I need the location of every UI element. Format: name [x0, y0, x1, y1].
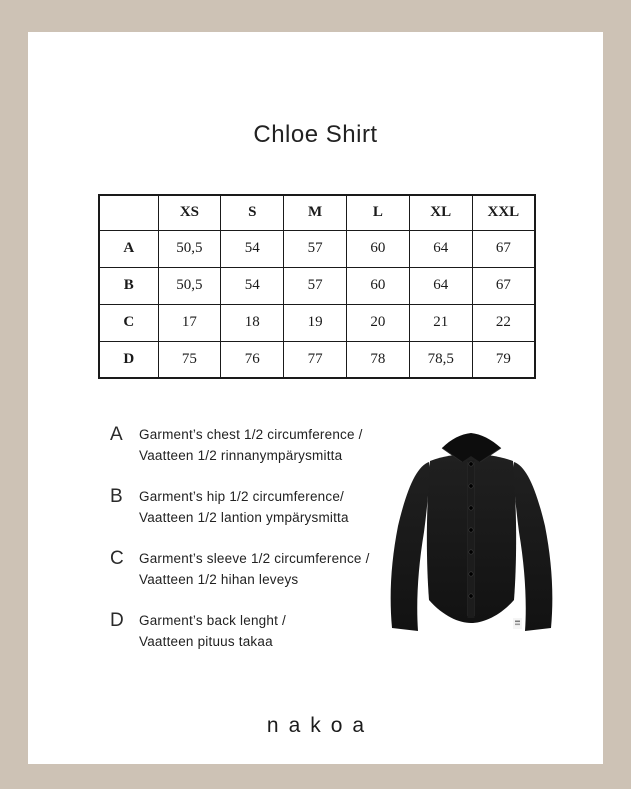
legend-item-b — [110, 486, 390, 528]
legend-description — [139, 610, 286, 652]
measurement-cell: 60 — [346, 267, 409, 304]
legend-letter: A — [110, 424, 123, 445]
measurement-cell: 18 — [221, 304, 284, 341]
size-column-header: XXL — [472, 195, 535, 230]
cuff-tag — [513, 618, 522, 629]
row-label: B — [99, 267, 158, 304]
legend-item-a — [110, 424, 390, 466]
shirt-right-sleeve — [513, 462, 552, 631]
table-row — [99, 304, 535, 341]
page-title: Chloe Shirt — [253, 121, 378, 148]
size-column-header: XL — [409, 195, 472, 230]
size-column-header: S — [221, 195, 284, 230]
measurement-legend — [110, 424, 390, 672]
size-table-header-row — [99, 195, 535, 230]
product-photo-shirt — [383, 430, 560, 640]
legend-letter: D — [110, 610, 124, 631]
legend-description — [139, 548, 370, 590]
table-row — [99, 341, 535, 378]
measurement-cell: 50,5 — [158, 230, 221, 267]
measurement-cell: 60 — [346, 230, 409, 267]
table-row — [99, 267, 535, 304]
size-table-corner-cell — [99, 195, 158, 230]
measurement-cell: 57 — [284, 267, 347, 304]
measurement-cell: 67 — [472, 230, 535, 267]
measurement-cell: 57 — [284, 230, 347, 267]
measurement-cell: 50,5 — [158, 267, 221, 304]
legend-line-fi: Vaatteen 1/2 lantion ympärysmitta — [139, 510, 349, 525]
measurement-cell: 17 — [158, 304, 221, 341]
measurement-cell: 64 — [409, 267, 472, 304]
row-label: C — [99, 304, 158, 341]
legend-line-en: Garment’s chest 1/2 circumference / — [139, 427, 363, 442]
content-card — [28, 32, 603, 764]
legend-description — [139, 486, 349, 528]
measurement-cell: 64 — [409, 230, 472, 267]
legend-line-en: Garment’s back lenght / — [139, 613, 286, 628]
measurement-cell: 76 — [221, 341, 284, 378]
measurement-cell: 75 — [158, 341, 221, 378]
brand-wordmark: nakoa — [266, 714, 375, 737]
measurement-cell: 78,5 — [409, 341, 472, 378]
measurement-cell: 20 — [346, 304, 409, 341]
size-table-container — [98, 194, 536, 379]
legend-description — [139, 424, 363, 466]
legend-item-d — [110, 610, 390, 652]
legend-line-fi: Vaatteen 1/2 hihan leveys — [139, 572, 299, 587]
shirt-left-sleeve — [391, 462, 430, 631]
table-row — [99, 230, 535, 267]
row-label: D — [99, 341, 158, 378]
measurement-cell: 54 — [221, 267, 284, 304]
legend-letter: C — [110, 548, 124, 569]
measurement-cell: 21 — [409, 304, 472, 341]
legend-line-en: Garment’s sleeve 1/2 circumference / — [139, 551, 370, 566]
legend-line-fi: Vaatteen pituus takaa — [139, 634, 273, 649]
size-column-header: XS — [158, 195, 221, 230]
measurement-cell: 67 — [472, 267, 535, 304]
measurement-cell: 79 — [472, 341, 535, 378]
legend-line-fi: Vaatteen 1/2 rinnanympärysmitta — [139, 448, 343, 463]
size-column-header: M — [284, 195, 347, 230]
measurement-cell: 54 — [221, 230, 284, 267]
measurement-cell: 19 — [284, 304, 347, 341]
legend-item-c — [110, 548, 390, 590]
legend-letter: B — [110, 486, 123, 507]
legend-line-en: Garment’s hip 1/2 circumference/ — [139, 489, 344, 504]
size-column-header: L — [346, 195, 409, 230]
measurement-cell: 22 — [472, 304, 535, 341]
measurement-cell: 77 — [284, 341, 347, 378]
measurement-cell: 78 — [346, 341, 409, 378]
size-table — [98, 194, 536, 379]
row-label: A — [99, 230, 158, 267]
